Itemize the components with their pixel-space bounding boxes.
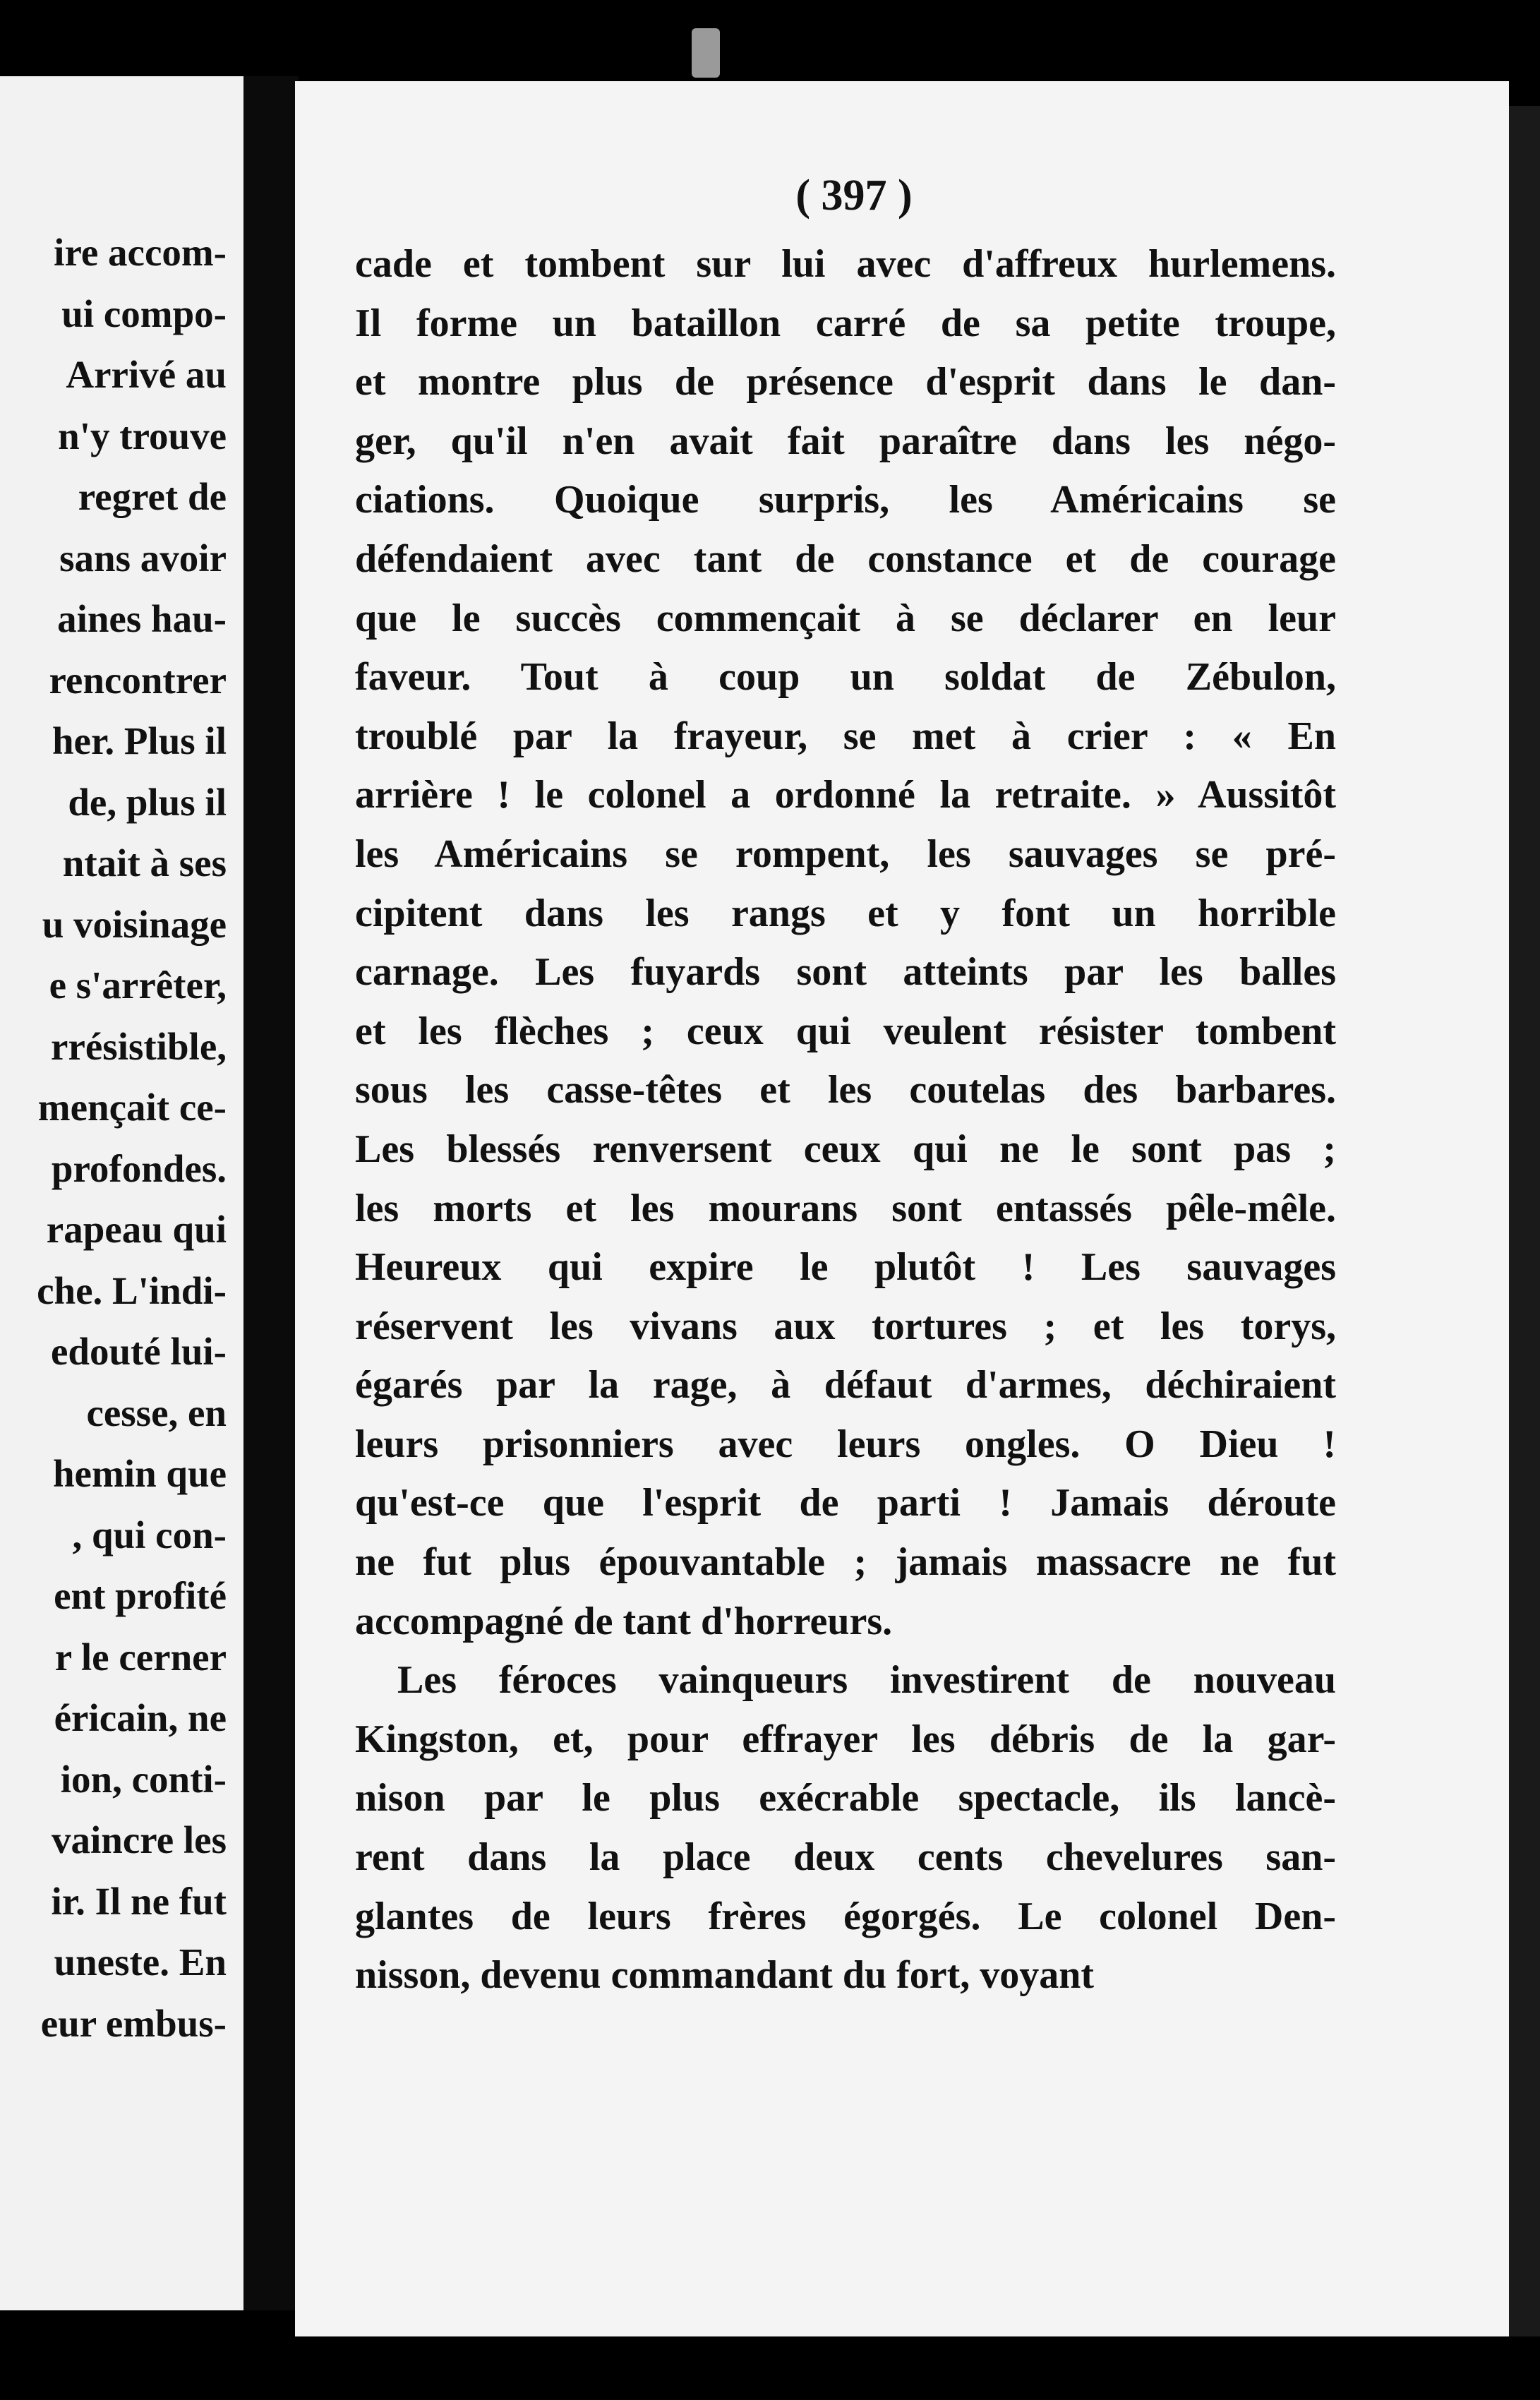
left-page-line: r le cerner bbox=[54, 1635, 227, 1679]
left-page bbox=[0, 76, 246, 2310]
left-page-line: , qui con- bbox=[72, 1513, 227, 1556]
left-page-line: Arrivé au bbox=[66, 353, 227, 396]
left-page-line: ire accom- bbox=[54, 231, 227, 274]
body-line: nison par le plus exécrable spectacle, ils lancè- bbox=[355, 1776, 1336, 1820]
body-line: Kingston, et, pour effrayer les débris de la gar- bbox=[355, 1717, 1336, 1761]
left-page-line: edouté lui- bbox=[50, 1330, 227, 1373]
left-page-line: rrésistible, bbox=[51, 1024, 227, 1068]
left-page-line: aines hau- bbox=[57, 597, 227, 640]
left-page-line: éricain, ne bbox=[54, 1696, 227, 1739]
body-line: cipitent dans les rangs et y font un horrible bbox=[355, 891, 1336, 935]
left-page-line: ir. Il ne fut bbox=[51, 1879, 227, 1923]
left-page-line: u voisinage bbox=[42, 902, 227, 946]
left-page-line: her. Plus il bbox=[52, 719, 227, 762]
left-page-line: profondes. bbox=[51, 1146, 227, 1190]
left-page-line: ui compo- bbox=[61, 292, 227, 335]
body-line: ne fut plus épouvantable ; jamais massacre ne fut bbox=[355, 1540, 1336, 1585]
left-page-line: vaincre les bbox=[52, 1818, 227, 1861]
body-line: les morts et les mourans sont entassés pêle-mêle. bbox=[355, 1186, 1336, 1230]
body-line: égarés par la rage, à défaut d'armes, déchiraient bbox=[355, 1363, 1336, 1408]
body-line: qu'est-ce que l'esprit de parti ! Jamais déroute bbox=[355, 1481, 1336, 1525]
body-line: ger, qu'il n'en avait fait paraître dans les négo- bbox=[355, 419, 1336, 463]
body-line: leurs prisonniers avec leurs ongles. O Dieu ! bbox=[355, 1422, 1336, 1466]
body-line: défendaient avec tant de constance et de courage bbox=[355, 536, 1336, 581]
body-line: cade et tombent sur lui avec d'affreux hurlemens. bbox=[355, 242, 1336, 286]
left-page-line: cesse, en bbox=[86, 1391, 227, 1434]
body-line: ciations. Quoique surpris, les Américains se bbox=[355, 478, 1336, 522]
left-page-line: eur embus- bbox=[40, 2001, 227, 2045]
body-line: réservent les vivans aux tortures ; et les torys, bbox=[355, 1304, 1336, 1348]
right-page-edge bbox=[1509, 106, 1540, 2336]
body-line: glantes de leurs frères égorgés. Le colonel Den- bbox=[355, 1894, 1336, 1938]
left-page-line: ent profité bbox=[54, 1574, 227, 1617]
body-line: arrière ! le colonel a ordonné la retraite. » Aussitôt bbox=[355, 773, 1336, 817]
body-line: nisson, devenu commandant du fort, voyant bbox=[355, 1953, 1095, 1998]
left-page-line: ion, conti- bbox=[60, 1757, 227, 1801]
left-page-line: n'y trouve bbox=[58, 414, 227, 457]
body-line: les Américains se rompent, les sauvages se pré- bbox=[355, 832, 1336, 876]
body-line: et montre plus de présence d'esprit dans le dan- bbox=[355, 360, 1336, 404]
left-page-line: mençait ce- bbox=[37, 1086, 227, 1129]
body-line: Heureux qui expire le plutôt ! Les sauvages bbox=[355, 1245, 1336, 1290]
body-line: que le succès commençait à se déclarer en leur bbox=[355, 596, 1336, 640]
body-line: faveur. Tout à coup un soldat de Zébulon, bbox=[355, 655, 1336, 700]
body-line: sous les casse-têtes et les coutelas des barbares. bbox=[355, 1068, 1336, 1112]
left-page-line: ntait à ses bbox=[62, 841, 227, 884]
left-page-text bbox=[0, 222, 227, 2054]
book-spine bbox=[243, 76, 299, 2310]
left-page-line: rapeau qui bbox=[46, 1208, 227, 1251]
left-page-line: regret de bbox=[78, 475, 227, 518]
left-page-line: uneste. En bbox=[54, 1940, 227, 1984]
left-page-line: rencontrer bbox=[49, 658, 227, 702]
body-line: troublé par la frayeur, se met à crier : « En bbox=[355, 714, 1336, 758]
body-text bbox=[355, 235, 1336, 2005]
left-page-line: che. L'indi- bbox=[37, 1268, 227, 1312]
page-number: ( 397 ) bbox=[795, 172, 913, 220]
body-line: Il forme un bataillon carré de sa petite troupe, bbox=[355, 301, 1336, 345]
left-page-line: hemin que bbox=[52, 1452, 227, 1495]
body-line: accompagné de tant d'horreurs. bbox=[355, 1599, 893, 1643]
left-page-line: e s'arrêter, bbox=[49, 964, 227, 1007]
left-page-line: sans avoir bbox=[59, 536, 227, 580]
body-line: carnage. Les fuyards sont atteints par les balles bbox=[355, 950, 1336, 995]
binding-clip bbox=[692, 28, 720, 78]
left-page-line: de, plus il bbox=[68, 780, 227, 824]
body-line: Les blessés renversent ceux qui ne le sont pas ; bbox=[355, 1127, 1336, 1171]
body-line: Les féroces vainqueurs investirent de nouveau bbox=[397, 1658, 1336, 1703]
body-line: rent dans la place deux cents chevelures san- bbox=[355, 1835, 1336, 1880]
body-line: et les flèches ; ceux qui veulent résister tombent bbox=[355, 1009, 1336, 1053]
